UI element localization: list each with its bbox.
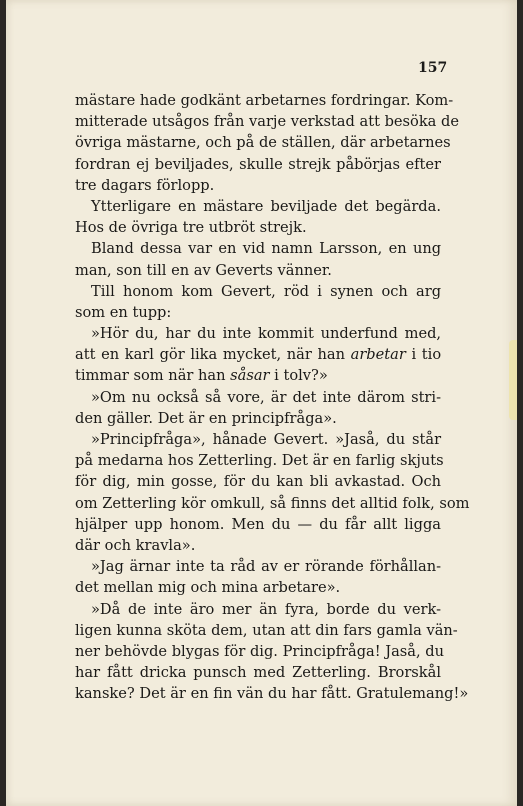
text-line: som en tupp: [75, 303, 172, 321]
text-line: timmar som när han såsar i tolv?» [75, 367, 328, 385]
text-line: kanske? Det är en fin vän du har fått. Gratulemang!» [75, 685, 469, 703]
text-line: om Zetterling kör omkull, så finns det alltid folk, som [75, 494, 470, 512]
text-line: »Då de inte äro mer än fyra, borde du verk- [91, 600, 442, 618]
text-line: Ytterligare en mästare beviljade det begärda. [91, 197, 441, 215]
text-line: där och kravla». [75, 536, 196, 554]
text-line: »Principfråga», hånade Gevert. »Jaså, du står [91, 431, 442, 448]
text-line: hjälper upp honom. Men du — du får allt ligga [75, 515, 441, 533]
text-line: fordran ej beviljades, skulle strejk påbörjas efter [75, 155, 441, 173]
text-line: på medarna hos Zetterling. Det är en farlig skjuts [75, 452, 444, 470]
text-line: Hos de övriga tre utbröt strejk. [75, 219, 307, 237]
text-line: »Om nu också så vore, är det inte därom stri- [91, 388, 442, 406]
page-number: 157 [418, 60, 448, 76]
text-line: ligen kunna sköta dem, utan att din fars gamla vän- [75, 621, 458, 639]
text-line: mitterade utsågos från varje verkstad att besöka de [75, 113, 460, 131]
text-line: »Hör du, har du inte kommit underfund med, [91, 325, 442, 343]
text-line: Till honom kom Gevert, röd i synen och arg [91, 282, 442, 300]
text-line: för dig, min gosse, för du kan bli avkastad. Och [75, 473, 442, 491]
text-line: mästare hade godkänt arbetarnes fordringar. Kom- [75, 92, 454, 109]
body-text [75, 90, 470, 704]
text-line: det mellan mig och mina arbetare». [75, 579, 341, 597]
book-page [6, 0, 517, 806]
text-line: man, son till en av Geverts vänner. [75, 261, 332, 279]
text-line: ner behövde blygas för dig. Principfråga! Jaså, du [75, 642, 445, 660]
page-edge-tab [509, 340, 517, 420]
text-line: övriga mästarne, och på de ställen, där arbetarnes [75, 134, 451, 152]
text-line: »Jag ärnar inte ta råd av er rörande förhållan- [91, 558, 442, 576]
text-line: tre dagars förlopp. [75, 176, 215, 194]
text-line: den gäller. Det är en principfråga». [75, 409, 337, 427]
text-line: Bland dessa var en vid namn Larsson, en ung [91, 240, 442, 258]
text-line: att en karl gör lika mycket, när han arbetar i tio [75, 346, 442, 364]
text-line: har fått dricka punsch med Zetterling. Brorskål [75, 664, 442, 682]
